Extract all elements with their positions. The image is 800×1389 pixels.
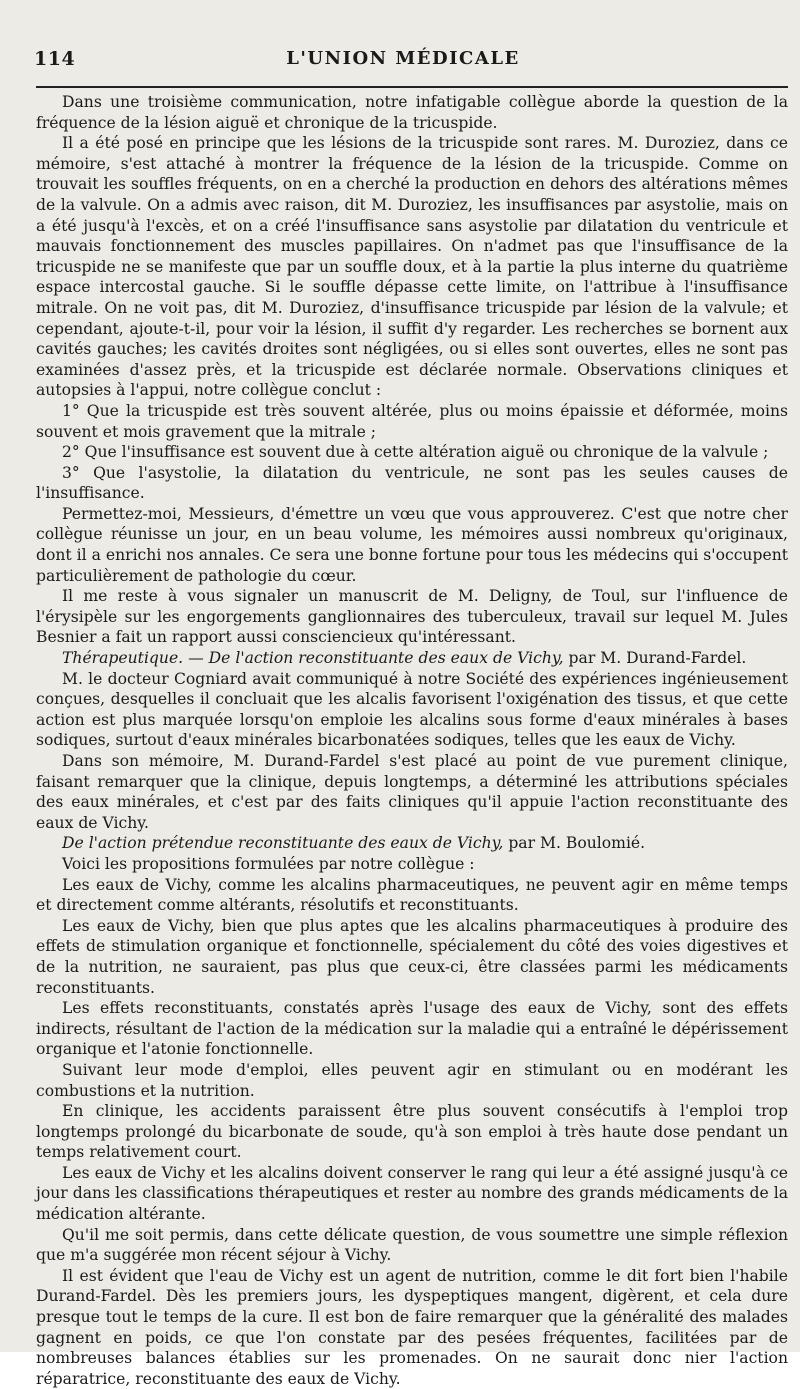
paragraph: Qu'il me soit permis, dans cette délicate question, de vous soumettre une simple réflexion que m'a suggérée mon récent séjour à Vichy. (36, 1225, 788, 1265)
paragraph: M. le docteur Cogniard avait communiqué à notre Société des expériences ingénieusement conçues, desquelles il concluait que les alcalis favorisent l'oxigénation des tissus, et que cette action est plus marquée lorsqu'on emploie les alcalins sous forme d'eaux minérales à bases sodiques, surtout d'eaux minérales bicarbonatées sodiques, telles que les eaux de Vichy. (36, 669, 788, 750)
page-number: 114 (34, 48, 76, 70)
conclusion-item: 2° Que l'insuffisance est souvent due à cette altération aiguë ou chronique de la valvule ; (62, 443, 769, 462)
conclusion-item: 3° Que l'asystolie, la dilatation du ventricule, ne sont pas les seules causes de l'insuffisance. (36, 463, 788, 503)
article-body (36, 92, 788, 1389)
header-rule (36, 86, 788, 88)
proposition: Les eaux de Vichy, bien que plus aptes que les alcalins pharmaceutiques à produire des effets de stimulation organique et fonctionnelle, spécialement du côté des voies digestives et de la nutrition, ne sauraient, pas plus que ceux-ci, être classées parmi les médicaments reconstituants. (36, 916, 788, 997)
page-header (28, 46, 778, 76)
proposition: En clinique, les accidents paraissent être plus souvent consécutifs à l'emploi trop longtemps prolongé du bicarbonate de soude, qu'à son emploi à très haute dose pendant un temps relativement court. (36, 1102, 788, 1162)
paragraph: Il est évident que l'eau de Vichy est un agent de nutrition, comme le dit fort bien l'habile Durand-Fardel. Dès les premiers jours, les dyspeptiques mangent, digèrent, et cela dure presque tout le temps de la cure. Il est bon de faire remarquer que la généralité des malades gagnent en poids, ce que l'on constate par des pesées fréquentes, facilitées par de nombreuses balances établies sur les promenades. On ne saurait donc nier l'action réparatrice, reconstituante des eaux de Vichy. (36, 1266, 788, 1388)
proposition: Les effets reconstituants, constatés après l'usage des eaux de Vichy, sont des effets indirects, résultant de l'action de la médication sur la maladie qui a entraîné le dépérissement organique et l'atonie fonctionnelle. (36, 999, 788, 1059)
section-heading-title: De l'action prétendue reconstituante des eaux de Vichy, (62, 834, 504, 853)
paragraph: Il me reste à vous signaler un manuscrit de M. Deligny, de Toul, sur l'influence de l'érysipèle sur les engorgements ganglionnaires des tuberculeux, travail sur lequel M. Jules Besnier a fait un rapport aussi consciencieux qu'intéressant. (36, 587, 788, 647)
paragraph: Il a été posé en principe que les lésions de la tricuspide sont rares. M. Duroziez, dans ce mémoire, s'est attaché à montrer la fréquence de la lésion de la tricuspide. Comme on trouvait les souffles fréquents, on en a cherché la production en dehors des altérations mêmes de la valvule. On a admis avec raison, dit M. Duroziez, les insuffisances par asystolie, mais on a été jusqu'à l'excès, et on a créé l'insuffisance sans asystolie par dilatation du ventricule et mauvais fonctionnement des muscles papillaires. On n'admet pas que l'insuffisance de la tricuspide ne se manifeste que par un souffle doux, et à la partie la plus interne du quatrième espace intercostal gauche. Si le souffle dépasse cette limite, on l'attribue à l'insuffisance mitrale. On ne voit pas, dit M. Duroziez, d'insuffisance tricuspide par lésion de la valvule; et cependant, ajoute-t-il, pour voir la lésion, il suffit d'y regarder. Les recherches se bornent aux cavités gauches; les cavités droites sont négligées, ou si elles sont ouvertes, elles ne sont pas examinées d'assez près, et la tricuspide est déclarée normale. Observations cliniques et autopsies à l'appui, notre collègue conclut : (36, 134, 788, 400)
section-heading (36, 648, 788, 669)
paragraph: Permettez-moi, Messieurs, d'émettre un vœu que vous approuverez. C'est que notre cher collègue réunisse un jour, en un beau volume, les mémoires aussi nombreux qu'originaux, dont il a enrichi nos annales. Ce sera une bonne fortune pour tous les médecins qui s'occupent particulièrement de pathologie du cœur. (36, 504, 788, 585)
paragraph: Voici les propositions formulées par notre collègue : (62, 854, 475, 873)
proposition: Les eaux de Vichy et les alcalins doivent conserver le rang qui leur a été assigné jusqu'à ce jour dans les classifications thérapeutiques et rester au nombre des grands médicaments de la médication altérante. (36, 1163, 788, 1224)
section-heading-author: par M. Durand-Fardel. (563, 649, 747, 668)
conclusion-item: 1° Que la tricuspide est très souvent altérée, plus ou moins épaissie et déformée, moins souvent et mois gravement que la mitrale ; (36, 401, 788, 441)
proposition: Les eaux de Vichy, comme les alcalins pharmaceutiques, ne peuvent agir en même temps et directement comme altérants, résolutifs et reconstituants. (36, 875, 788, 915)
section-heading (36, 833, 788, 854)
section-heading-author: par M. Boulomié. (503, 834, 646, 853)
proposition: Suivant leur mode d'emploi, elles peuvent agir en stimulant ou en modérant les combustions et la nutrition. (36, 1060, 788, 1100)
journal-title: L'UNION MÉDICALE (286, 48, 520, 69)
paragraph: Dans son mémoire, M. Durand-Fardel s'est placé au point de vue purement clinique, faisant remarquer que la clinique, depuis longtemps, a déterminé les attributions spéciales des eaux minérales, et c'est par des faits cliniques qu'il appuie l'action reconstituante des eaux de Vichy. (36, 752, 788, 832)
paragraph: Dans une troisième communication, notre infatigable collègue aborde la question de la fréquence de la lésion aiguë et chronique de la tricuspide. (36, 93, 788, 132)
section-heading-title: Thérapeutique. — De l'action reconstituante des eaux de Vichy, (62, 649, 564, 668)
